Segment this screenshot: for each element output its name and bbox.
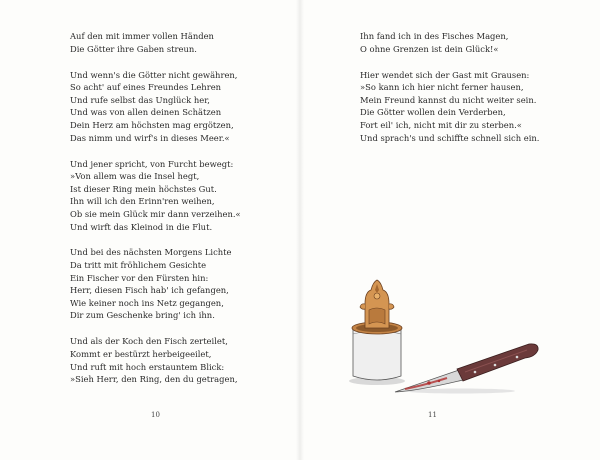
stanza bbox=[360, 69, 539, 145]
verse-line: Kommt er bestürzt herbeigeeilet, bbox=[70, 349, 212, 360]
verse-line: »So kann ich hier nicht ferner hausen, bbox=[360, 82, 524, 93]
knife-icon bbox=[395, 344, 538, 392]
verse-line: Ein Fischer vor den Fürsten hin: bbox=[70, 272, 209, 283]
knife-shadow bbox=[405, 389, 515, 394]
page-number-left: 10 bbox=[151, 411, 160, 419]
verse-line: Herr, diesen Fisch hab' ich gefangen, bbox=[70, 285, 229, 296]
verse-line: Da tritt mit fröhlichem Gesichte bbox=[70, 260, 207, 271]
verse-line: Hier wendet sich der Gast mit Grausen: bbox=[360, 69, 530, 80]
stanza bbox=[70, 69, 241, 145]
verse-line: Dir zum Geschenke bring' ich ihn. bbox=[70, 310, 215, 321]
verse-line: Und als der Koch den Fisch zerteilet, bbox=[70, 336, 228, 347]
verse-line: Und ruft mit hoch erstauntem Blick: bbox=[70, 361, 225, 372]
verse-line: Die Götter wollen dein Verderben, bbox=[360, 107, 506, 118]
verse-line: Ist dieser Ring mein höchstes Gut. bbox=[70, 183, 217, 194]
book-gutter bbox=[296, 0, 304, 460]
verse-line: Und bei des nächsten Morgens Lichte bbox=[70, 247, 232, 258]
verse-line: Fort eil' ich, nicht mit dir zu sterben.« bbox=[360, 119, 522, 130]
verse-line: Und wenn's die Götter nicht gewähren, bbox=[70, 69, 238, 80]
page-number-right: 11 bbox=[428, 411, 437, 419]
ornate-pot-icon bbox=[352, 280, 402, 380]
stanza bbox=[70, 246, 241, 322]
verse-line: Und jener spricht, von Furcht bewegt: bbox=[70, 158, 234, 169]
stanza bbox=[70, 158, 241, 234]
verse-line: Und rufe selbst das Unglück her, bbox=[70, 94, 210, 105]
stanza bbox=[70, 30, 241, 55]
verse-line: O ohne Grenzen ist dein Glück!« bbox=[360, 43, 499, 54]
stanza bbox=[360, 30, 539, 55]
verse-line: Die Götter ihre Gaben streun. bbox=[70, 43, 197, 54]
verse-line: So acht' auf eines Freundes Lehren bbox=[70, 82, 222, 93]
verse-line: Und wirft das Kleinod in die Flut. bbox=[70, 221, 213, 232]
verse-line: »Sieh Herr, den Ring, den du getragen, bbox=[70, 374, 238, 385]
right-poem bbox=[360, 30, 539, 158]
stanza bbox=[70, 335, 241, 385]
verse-line: Und was von allen deinen Schätzen bbox=[70, 107, 222, 118]
verse-line: Mein Freund kannst du nicht weiter sein. bbox=[360, 94, 537, 105]
verse-line: Ihn will ich den Erinn'ren weihen, bbox=[70, 196, 215, 207]
verse-line: Ihn fand ich in des Fisches Magen, bbox=[360, 31, 509, 41]
verse-line: Wie keiner noch ins Netz gegangen, bbox=[70, 297, 224, 308]
verse-line: »Von allem was die Insel hegt, bbox=[70, 171, 200, 182]
verse-line: Auf den mit immer vollen Händen bbox=[70, 31, 214, 41]
left-poem bbox=[70, 30, 241, 399]
verse-line: Und sprach's und schiffte schnell sich ein. bbox=[360, 132, 540, 143]
verse-line: Ob sie mein Glück mir dann verzeihen.« bbox=[70, 208, 241, 219]
verse-line: Das nimm und wirf's in dieses Meer.« bbox=[70, 132, 230, 143]
verse-line: Dein Herz am höchsten mag ergötzen, bbox=[70, 119, 234, 130]
pot-and-knife-illustration bbox=[335, 270, 545, 400]
